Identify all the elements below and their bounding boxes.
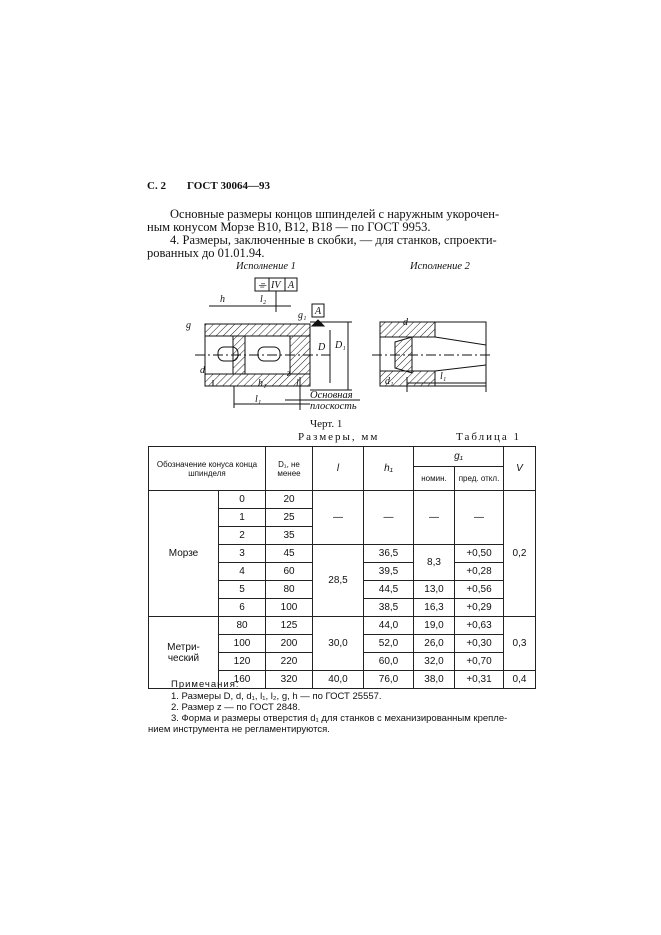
cell-n: 100 — [219, 635, 266, 653]
cell-dev: +0,70 — [455, 653, 504, 671]
table-row — [149, 491, 536, 509]
hdr-v: V — [504, 447, 536, 491]
cell-h1: 38,5 — [364, 599, 414, 617]
basis-plane-label: Основная плоскость — [310, 390, 357, 412]
hdr-g1: g₁ — [414, 447, 504, 467]
tol-symbol: ⌯ — [258, 280, 266, 291]
cell-n: 160 — [219, 671, 266, 689]
cell-v: 0,2 — [504, 491, 536, 617]
cell-h1: 44,0 — [364, 617, 414, 635]
group-morse: Морзе — [149, 491, 219, 617]
cell-nom: — — [414, 491, 455, 545]
cell-dev: +0,29 — [455, 599, 504, 617]
note-3a: 3. Форма и размеры отверстия d₁ для станков с механизированным крепле- — [171, 713, 508, 724]
cell-D1: 200 — [266, 635, 313, 653]
cell-D1: 100 — [266, 599, 313, 617]
text-line-1: Основные размеры концов шпинделей с наружным укорочен- — [170, 207, 500, 221]
dim-D: D — [318, 342, 326, 353]
dim-D1: D₁ — [335, 340, 346, 351]
variant-2-title: Исполнение 2 — [410, 261, 470, 272]
tol-class: IV — [271, 280, 281, 291]
hdr-h1: h₁ — [364, 447, 414, 491]
table-label: Таблица 1 — [456, 431, 522, 443]
page-number: С. 2 — [147, 180, 166, 192]
cell-nom: 8,3 — [414, 545, 455, 581]
cell-D1: 125 — [266, 617, 313, 635]
cell-n: 2 — [219, 527, 266, 545]
cell-h1: 52,0 — [364, 635, 414, 653]
cell-dev: +0,31 — [455, 671, 504, 689]
cell-l: 40,0 — [313, 671, 364, 689]
dim-g: g — [186, 320, 191, 331]
cell-n: 1 — [219, 509, 266, 527]
cell-D1: 220 — [266, 653, 313, 671]
gost-number: ГОСТ 30064—93 — [187, 180, 270, 192]
dim-l2: l₂ — [260, 294, 267, 305]
technical-drawing — [0, 0, 661, 440]
cell-D1: 320 — [266, 671, 313, 689]
hdr-cone: Обозначение конуса конца шпинделя — [149, 447, 266, 491]
cell-n: 4 — [219, 563, 266, 581]
table-row — [149, 617, 536, 635]
cell-dev: +0,50 — [455, 545, 504, 563]
note-2: 2. Размер z — по ГОСТ 2848. — [171, 702, 301, 713]
hdr-dev: пред. откл. — [455, 467, 504, 491]
cell-D1: 80 — [266, 581, 313, 599]
dimensions-table — [148, 446, 536, 689]
cell-h1: — — [364, 491, 414, 545]
hdr-D1: D₁, не менее — [266, 447, 313, 491]
text-line-3: 4. Размеры, заключенные в скобки, — для станков, спроекти- — [170, 233, 497, 247]
cell-dev: — — [455, 491, 504, 545]
note-3b: нием инструмента не регламентируются. — [148, 724, 330, 735]
cell-nom: 38,0 — [414, 671, 455, 689]
cell-dev: +0,30 — [455, 635, 504, 653]
cell-v: 0,4 — [504, 671, 536, 689]
hdr-l: l — [313, 447, 364, 491]
dim-d1-v2: d₁ — [385, 376, 394, 387]
cell-l: — — [313, 491, 364, 545]
tol-datum: A — [288, 280, 295, 291]
note-1: 1. Размеры D, d, d₁, l₁, l₂, g, h — по ГОСТ 25557. — [171, 691, 382, 702]
cell-l: 30,0 — [313, 617, 364, 671]
cell-n: 120 — [219, 653, 266, 671]
dim-l1: l₁ — [255, 394, 262, 405]
figure-caption: Черт. 1 — [310, 418, 343, 430]
dim-l: l — [296, 378, 299, 389]
cell-D1: 60 — [266, 563, 313, 581]
cell-D1: 35 — [266, 527, 313, 545]
cell-D1: 25 — [266, 509, 313, 527]
cell-dev: +0,63 — [455, 617, 504, 635]
cell-h1: 39,5 — [364, 563, 414, 581]
dim-h1: h₁ — [258, 378, 267, 389]
cell-h1: 76,0 — [364, 671, 414, 689]
dim-g1: g₁ — [298, 310, 307, 321]
cell-D1: 20 — [266, 491, 313, 509]
cell-nom: 19,0 — [414, 617, 455, 635]
cell-n: 5 — [219, 581, 266, 599]
cell-dev: +0,56 — [455, 581, 504, 599]
text-line-4: рованных до 01.01.94. — [147, 246, 265, 260]
cell-dev: +0,28 — [455, 563, 504, 581]
dim-l1-v2: l₁ — [440, 371, 447, 382]
notes-title: Примечания: — [171, 679, 240, 690]
dim-d: d — [200, 365, 205, 376]
cell-l: 28,5 — [313, 545, 364, 617]
cell-h1: 36,5 — [364, 545, 414, 563]
dim-d-v2: d — [403, 317, 408, 328]
cell-D1: 45 — [266, 545, 313, 563]
cell-nom: 16,3 — [414, 599, 455, 617]
cell-nom: 13,0 — [414, 581, 455, 599]
cell-n: 80 — [219, 617, 266, 635]
cell-nom: 26,0 — [414, 635, 455, 653]
cell-h1: 44,5 — [364, 581, 414, 599]
cell-n: 3 — [219, 545, 266, 563]
cell-nom: 32,0 — [414, 653, 455, 671]
datum-label: A — [315, 306, 322, 317]
cell-v: 0,3 — [504, 617, 536, 671]
table-pretitle: Размеры, мм — [298, 431, 380, 443]
cell-n: 0 — [219, 491, 266, 509]
cell-h1: 60,0 — [364, 653, 414, 671]
dim-h: h — [220, 294, 225, 305]
hdr-nom: номин. — [414, 467, 455, 491]
variant-1-title: Исполнение 1 — [236, 261, 296, 272]
dim-z: z — [287, 368, 291, 379]
cell-n: 6 — [219, 599, 266, 617]
group-metric: Метри-ческий — [149, 617, 219, 689]
text-line-2: ным конусом Морзе B10, B12, B18 — по ГОСТ 9953. — [147, 220, 431, 234]
